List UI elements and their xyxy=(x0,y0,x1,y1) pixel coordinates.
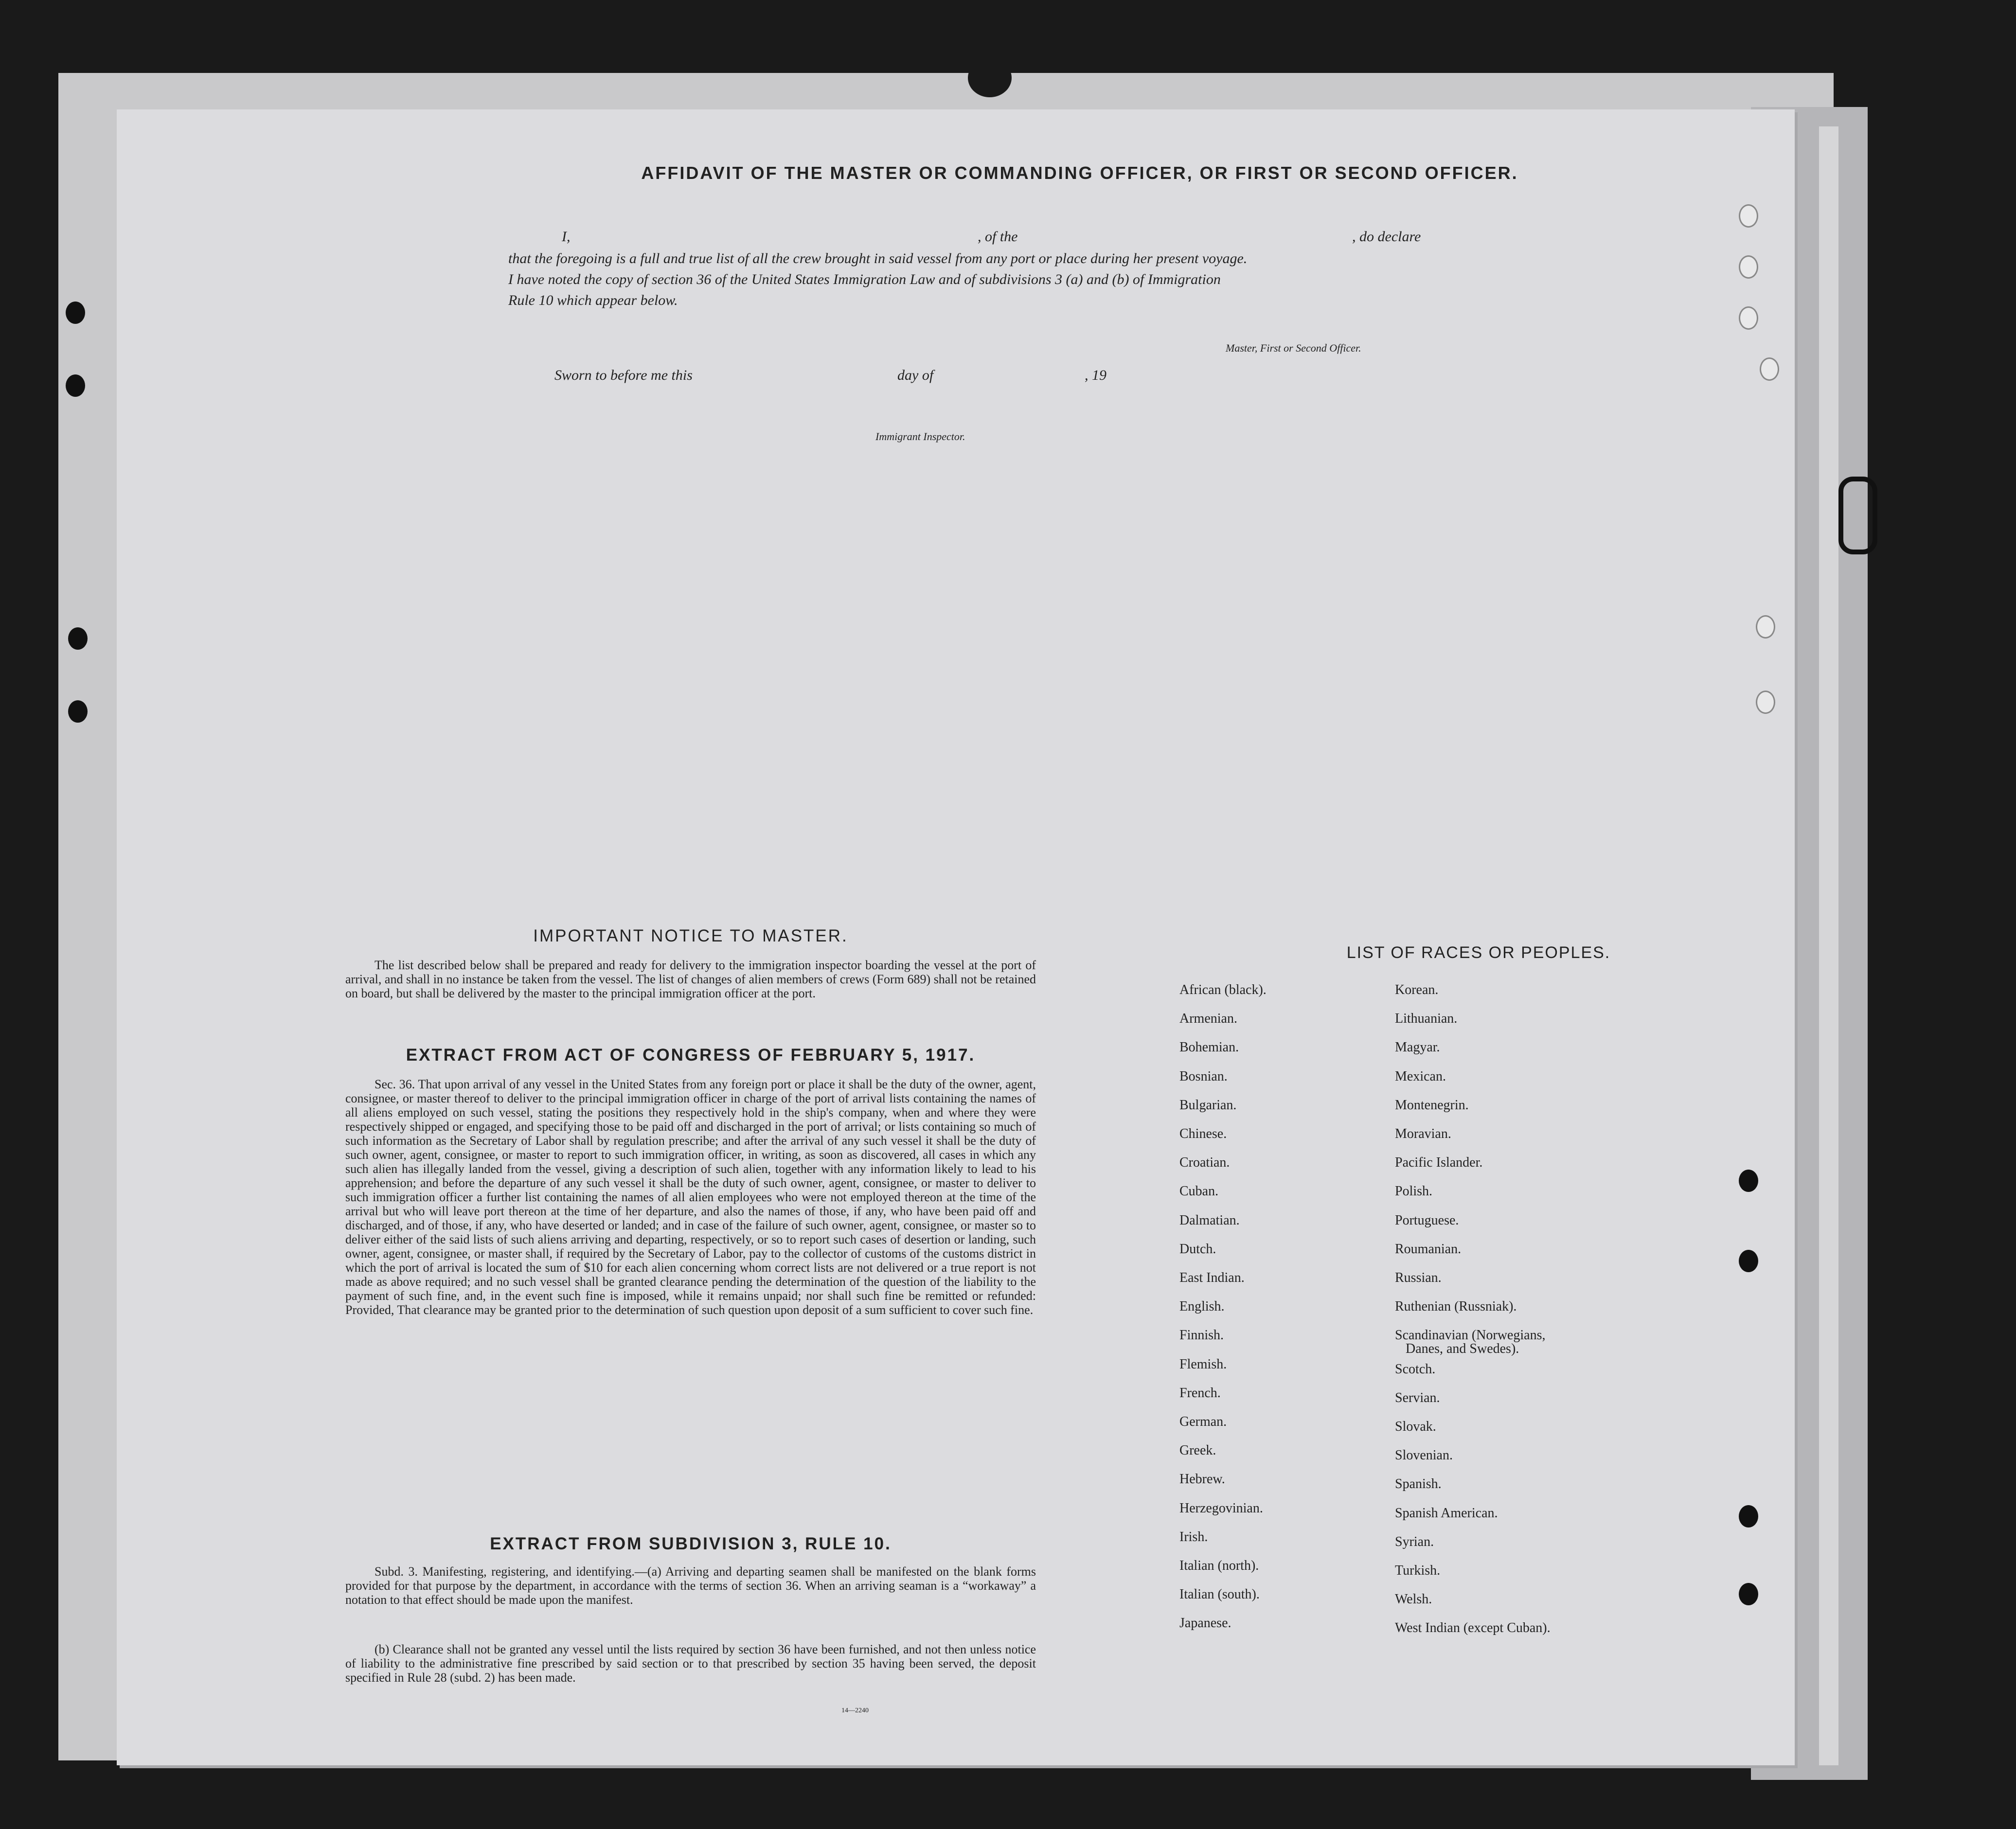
race-item: Italian (north). xyxy=(1179,1558,1259,1573)
race-item: Montenegrin. xyxy=(1395,1098,1469,1113)
affidavit-i-label: I, xyxy=(562,229,571,245)
race-item: Slovenian. xyxy=(1395,1448,1453,1463)
notice-title: IMPORTANT NOTICE TO MASTER. xyxy=(533,926,848,945)
race-item: Scotch. xyxy=(1395,1362,1436,1377)
race-item: Russian. xyxy=(1395,1270,1442,1285)
punch-hole xyxy=(1756,691,1775,714)
race-item: Dutch. xyxy=(1179,1242,1216,1257)
races-title: LIST OF RACES OR PEOPLES. xyxy=(1346,943,1611,962)
race-item: Moravian. xyxy=(1395,1126,1451,1141)
race-item: African (black). xyxy=(1179,982,1267,997)
race-item: Flemish. xyxy=(1179,1357,1227,1372)
race-item: Turkish. xyxy=(1395,1563,1441,1578)
inspector-label: Immigrant Inspector. xyxy=(875,430,965,443)
form-number: 14—2240 xyxy=(841,1707,869,1714)
affidavit-do-declare: , do declare xyxy=(1352,229,1421,245)
extract-act-text: Sec. 36. That upon arrival of any vessel in the United States from any foreign port or place it shall be the duty of the owner, agent, consignee, or master thereof to deliver to the principal immigration officer in charge of the port of arrival lists containing the names of all aliens employed on such vessel, stating the positions they respectively hold in the ship's company, when and where they were respectively shipped or engaged, and specifying those to be paid off and discharged in the port of arrival; or lists containing so much of such information as the Secretary of Labor shall by regulation prescribe; and after the arrival of any such vessel it shall be the duty of such owner, agent, consignee, or master to report to such immigration officer, in writing, as soon as discovered, all cases in which any such alien has illegally landed from the vessel, giving a description of such alien, together with any information likely to lead to his apprehension; and before the departure of any such vessel it shall be the duty of such owner, agent, consignee, or master to deliver to such immigration officer a further list containing the names of all alien employees who were not employed thereon at the time of the arrival but who will leave port thereon at the time of her departure, and also the names of those, if any, who have been paid off and discharged, and of those, if any, who have deserted or landed; and in case of the failure of such owner, agent, consignee, or master so to deliver either of the said lists of such aliens arriving and departing, respectively, or so to report such cases of desertion or landing, such owner, agent, consignee, or master shall, if required by the Secretary of Labor, pay to the collector of customs of the customs district in which the port of arrival is located the sum of $10 for each alien concerning whom correct lists are not delivered or a true report is not made as above required; and no such vessel shall be granted clearance pending the determination of the question of the liability to the payment of such fine, and, in the event such fine is imposed, while it remains unpaid; nor shall such fine be remitted or refunded: Provided, That clearance may be granted prior to the determination of such question upon deposit of a sum sufficient to cover such fine. xyxy=(345,1077,1036,1317)
race-item: Scandinavian (Norwegians, xyxy=(1395,1328,1546,1343)
race-item: Welsh. xyxy=(1395,1592,1432,1607)
binder-ring xyxy=(1838,477,1877,554)
punch-hole xyxy=(1756,615,1775,639)
race-item: West Indian (except Cuban). xyxy=(1395,1620,1551,1635)
binding-hole xyxy=(68,627,88,650)
punch-hole xyxy=(1739,204,1758,228)
race-item: Polish. xyxy=(1395,1184,1433,1199)
race-item: Spanish. xyxy=(1395,1476,1442,1492)
affidavit-line-2: that the foregoing is a full and true list of all the crew brought in said vessel from any port or place during her present voyage. xyxy=(508,250,1248,266)
year-label: , 19 xyxy=(1085,367,1106,383)
punch-hole-dark xyxy=(1739,1583,1758,1605)
signature-label: Master, First or Second Officer. xyxy=(1226,342,1361,354)
affidavit-line-3: I have noted the copy of section 36 of the United States Immigration Law and of subdivisions 3 (a) and (b) of Immigration xyxy=(508,271,1221,287)
punch-hole xyxy=(1739,306,1758,330)
race-item: Korean. xyxy=(1395,982,1439,997)
binder-clip xyxy=(968,58,1012,97)
race-item: Slovak. xyxy=(1395,1419,1436,1434)
race-item: English. xyxy=(1179,1299,1225,1314)
race-item: Finnish. xyxy=(1179,1328,1224,1343)
notice-text: The list described below shall be prepared and ready for delivery to the immigration inspector boarding the vessel at the port of arrival, and shall in no instance be taken from the vessel. The list of changes of alien members of crews (Form 689) shall not be retained on board, but shall be delivered by the master to the principal immigration officer at the port. xyxy=(345,958,1036,1000)
race-item: Chinese. xyxy=(1179,1126,1227,1141)
binding-hole xyxy=(66,302,85,324)
sworn-label: Sworn to before me this xyxy=(554,367,693,383)
race-item: Ruthenian (Russniak). xyxy=(1395,1299,1517,1314)
extract-rule-title: EXTRACT FROM SUBDIVISION 3, RULE 10. xyxy=(490,1534,892,1553)
race-item: Armenian. xyxy=(1179,1011,1237,1026)
race-item: Roumanian. xyxy=(1395,1242,1462,1257)
race-item: Pacific Islander. xyxy=(1395,1155,1483,1170)
binding-hole xyxy=(66,374,85,397)
race-item: Bohemian. xyxy=(1179,1040,1239,1055)
extract-rule-text-b: (b) Clearance shall not be granted any vessel until the lists required by section 36 have been furnished, and not then unless notice of liability to the administrative fine prescribed by said section or to that prescribed by section 35 having been served, the deposit specified in Rule 28 (subd. 2) has been made. xyxy=(345,1642,1036,1685)
race-item: Spanish American. xyxy=(1395,1506,1498,1521)
race-item: Portuguese. xyxy=(1395,1213,1459,1228)
race-item: Cuban. xyxy=(1179,1184,1219,1199)
punch-hole xyxy=(1739,255,1758,279)
binding-hole xyxy=(68,700,88,723)
race-item: Irish. xyxy=(1179,1529,1208,1545)
race-item: Bosnian. xyxy=(1179,1069,1228,1084)
race-item: Greek. xyxy=(1179,1443,1216,1458)
punch-hole-dark xyxy=(1739,1250,1758,1272)
day-of-label: day of xyxy=(897,367,934,383)
document-page xyxy=(117,109,1795,1765)
race-item: Herzegovinian. xyxy=(1179,1501,1263,1516)
race-item: German. xyxy=(1179,1414,1227,1429)
race-item: Syrian. xyxy=(1395,1534,1434,1549)
race-item: Croatian. xyxy=(1179,1155,1230,1170)
extract-rule-text-a: Subd. 3. Manifesting, registering, and identifying.—(a) Arriving and departing seamen shall be manifested on the blank forms provided for that purpose by the department, in accordance with the terms of section 36. When an arriving seaman is a “workaway” a notation to that effect should be made upon the manifest. xyxy=(345,1564,1036,1607)
punch-hole xyxy=(1760,357,1779,381)
race-item: Servian. xyxy=(1395,1390,1440,1405)
race-item: Dalmatian. xyxy=(1179,1213,1240,1228)
race-item-scandinavian-continued: Danes, and Swedes). xyxy=(1406,1341,1519,1356)
race-item: Lithuanian. xyxy=(1395,1011,1458,1026)
race-item: Mexican. xyxy=(1395,1069,1446,1084)
race-item: French. xyxy=(1179,1385,1221,1401)
race-item: East Indian. xyxy=(1179,1270,1245,1285)
race-item: Italian (south). xyxy=(1179,1587,1260,1602)
race-item: Bulgarian. xyxy=(1179,1098,1237,1113)
background-sheet-fold xyxy=(1819,126,1838,1765)
affidavit-title: AFFIDAVIT OF THE MASTER OR COMMANDING OFFICER, OR FIRST OR SECOND OFFICER. xyxy=(641,163,1518,183)
race-item: Magyar. xyxy=(1395,1040,1440,1055)
race-item: Japanese. xyxy=(1179,1616,1231,1631)
affidavit-of-the: , of the xyxy=(978,229,1018,245)
affidavit-line-4: Rule 10 which appear below. xyxy=(508,292,678,308)
punch-hole-dark xyxy=(1739,1505,1758,1527)
punch-hole-dark xyxy=(1739,1170,1758,1192)
race-item: Hebrew. xyxy=(1179,1472,1225,1487)
extract-act-title: EXTRACT FROM ACT OF CONGRESS OF FEBRUARY 5, 1917. xyxy=(406,1046,976,1065)
